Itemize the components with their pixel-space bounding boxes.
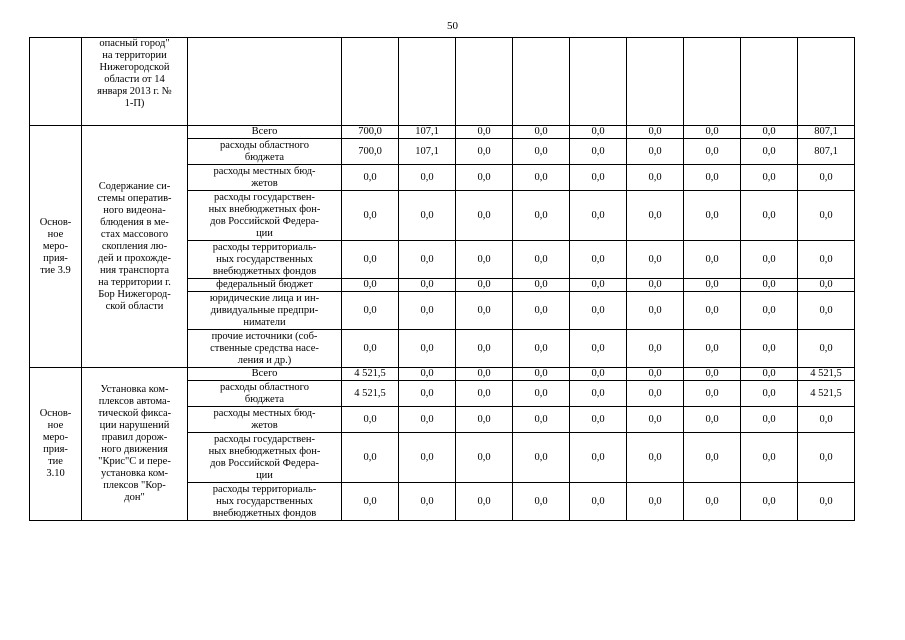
value-cell: 0,0 — [342, 241, 399, 279]
funding-source-cell — [188, 330, 342, 368]
value-cell: 0,0 — [342, 407, 399, 433]
value-cell — [684, 38, 741, 126]
value-cell: 0,0 — [456, 407, 513, 433]
value-cell: 0,0 — [342, 191, 399, 241]
value-cell: 0,0 — [456, 279, 513, 292]
value-cell: 0,0 — [456, 433, 513, 483]
text-line: января 2013 г. № — [97, 86, 172, 97]
text-line: бюджета — [244, 393, 285, 405]
value-cell: 807,1 — [798, 126, 855, 139]
value-cell: 4 521,5 — [342, 381, 399, 407]
text-line: федеральный бюджет — [216, 279, 313, 290]
value-cell: 0,0 — [684, 381, 741, 407]
value-cell: 0,0 — [684, 368, 741, 381]
value-cell: 0,0 — [798, 279, 855, 292]
funding-source-cell — [188, 165, 342, 191]
value-cell: 0,0 — [399, 381, 456, 407]
text-line: 1-П) — [124, 98, 145, 109]
description-cell — [82, 368, 188, 521]
value-cell: 4 521,5 — [798, 381, 855, 407]
text-line: внебюджетных фондов — [212, 507, 317, 519]
value-cell: 107,1 — [399, 126, 456, 139]
value-cell: 0,0 — [513, 279, 570, 292]
value-cell: 0,0 — [399, 433, 456, 483]
value-cell: 0,0 — [741, 126, 798, 139]
value-cell: 0,0 — [399, 241, 456, 279]
text-line: жетов — [251, 177, 278, 189]
value-cell: 0,0 — [627, 165, 684, 191]
text-line: расходы местных бюд- — [213, 165, 316, 177]
value-cell: 0,0 — [798, 330, 855, 368]
value-cell: 0,0 — [456, 241, 513, 279]
value-cell: 0,0 — [684, 407, 741, 433]
value-cell: 0,0 — [741, 241, 798, 279]
value-cell: 700,0 — [342, 126, 399, 139]
value-cell: 0,0 — [684, 191, 741, 241]
budget-table — [29, 37, 855, 521]
value-cell: 0,0 — [456, 330, 513, 368]
text-line: тие — [48, 456, 63, 467]
value-cell: 0,0 — [741, 483, 798, 521]
text-line: прия- — [43, 444, 68, 455]
value-cell: 0,0 — [399, 279, 456, 292]
value-cell: 0,0 — [798, 241, 855, 279]
value-cell: 0,0 — [342, 330, 399, 368]
value-cell: 0,0 — [456, 368, 513, 381]
value-cell: 0,0 — [399, 292, 456, 330]
value-cell: 0,0 — [513, 381, 570, 407]
text-line: ния транспорта — [100, 264, 169, 276]
text-line: 3.10 — [46, 468, 65, 479]
text-line: опасный город" — [99, 38, 170, 49]
value-cell: 0,0 — [741, 407, 798, 433]
value-cell: 0,0 — [456, 126, 513, 139]
text-line: ции — [256, 227, 273, 239]
value-cell: 0,0 — [741, 292, 798, 330]
value-cell: 0,0 — [399, 407, 456, 433]
text-line: меро- — [42, 240, 69, 252]
value-cell: 0,0 — [399, 191, 456, 241]
value-cell: 807,1 — [798, 139, 855, 165]
text-line: Всего — [251, 126, 278, 137]
text-line: расходы государствен- — [213, 191, 316, 203]
text-line: стах массового — [100, 228, 169, 240]
value-cell: 0,0 — [741, 368, 798, 381]
value-cell: 0,0 — [456, 191, 513, 241]
funding-source-cell — [188, 433, 342, 483]
value-cell: 0,0 — [456, 483, 513, 521]
text-line: ное — [47, 420, 64, 431]
activity-label-cell — [30, 368, 82, 521]
table-row — [30, 126, 855, 139]
text-line: ления и др.) — [237, 354, 292, 366]
text-line: ственные средства насе- — [210, 342, 319, 354]
value-cell: 0,0 — [399, 368, 456, 381]
text-line: дов Российской Федера- — [210, 215, 319, 227]
value-cell: 0,0 — [684, 241, 741, 279]
value-cell: 0,0 — [513, 330, 570, 368]
empty-cell — [30, 38, 82, 126]
funding-source-cell — [188, 241, 342, 279]
value-cell: 107,1 — [399, 139, 456, 165]
text-line: "Крис"С и пере- — [98, 456, 171, 467]
value-cell: 0,0 — [627, 139, 684, 165]
value-cell: 0,0 — [456, 292, 513, 330]
value-cell: 0,0 — [741, 139, 798, 165]
value-cell: 0,0 — [684, 126, 741, 139]
value-cell: 0,0 — [798, 483, 855, 521]
value-cell — [342, 38, 399, 126]
text-line: дивидуальные предпри- — [210, 304, 319, 316]
value-cell: 0,0 — [513, 407, 570, 433]
value-cell: 0,0 — [570, 433, 627, 483]
value-cell: 0,0 — [570, 330, 627, 368]
text-line: ное — [47, 228, 64, 240]
value-cell: 0,0 — [684, 330, 741, 368]
text-line: Нижегородской — [99, 62, 170, 73]
text-line: Основ- — [39, 216, 72, 228]
text-line: расходы областного — [220, 381, 309, 393]
value-cell: 0,0 — [741, 381, 798, 407]
text-line: скопления лю- — [101, 240, 168, 252]
text-line: меро- — [42, 432, 69, 443]
value-cell: 700,0 — [342, 139, 399, 165]
value-cell: 0,0 — [684, 292, 741, 330]
value-cell: 0,0 — [627, 483, 684, 521]
text-line: ниматели — [243, 316, 286, 328]
text-line: расходы областного — [220, 139, 309, 151]
description-cell — [82, 126, 188, 368]
value-cell: 0,0 — [513, 139, 570, 165]
value-cell: 0,0 — [684, 483, 741, 521]
value-cell: 0,0 — [627, 191, 684, 241]
value-cell: 0,0 — [627, 433, 684, 483]
value-cell: 0,0 — [627, 126, 684, 139]
value-cell: 0,0 — [627, 279, 684, 292]
page-number: 50 — [447, 20, 458, 32]
text-line: Бор Нижегород- — [98, 288, 171, 300]
empty-cell — [188, 38, 342, 126]
value-cell: 0,0 — [798, 191, 855, 241]
value-cell: 0,0 — [627, 292, 684, 330]
value-cell: 0,0 — [513, 433, 570, 483]
value-cell: 0,0 — [342, 483, 399, 521]
value-cell: 0,0 — [570, 483, 627, 521]
text-line: на территории г. — [98, 276, 171, 288]
value-cell: 0,0 — [798, 433, 855, 483]
value-cell — [627, 38, 684, 126]
text-line: плексов "Кор- — [103, 480, 166, 491]
funding-source-cell — [188, 191, 342, 241]
funding-source-cell — [188, 279, 342, 292]
text-line: установка ком- — [100, 468, 169, 479]
value-cell: 0,0 — [684, 433, 741, 483]
text-line: расходы территориаль- — [212, 241, 317, 253]
text-line: стемы оператив- — [97, 192, 172, 204]
value-cell: 0,0 — [741, 279, 798, 292]
text-line: юридические лица и ин- — [209, 292, 320, 304]
text-line: на территории — [102, 50, 167, 61]
value-cell: 0,0 — [627, 381, 684, 407]
text-line: ской области — [105, 300, 164, 312]
text-line: расходы местных бюд- — [213, 407, 316, 419]
text-line: тической фикса- — [97, 408, 172, 419]
value-cell: 0,0 — [798, 165, 855, 191]
text-line: расходы территориаль- — [212, 483, 317, 495]
text-line: дей и прохожде- — [98, 252, 171, 264]
value-cell: 0,0 — [399, 330, 456, 368]
text-line: тие 3.9 — [40, 264, 71, 276]
funding-source-cell — [188, 126, 342, 139]
text-line: прия- — [43, 252, 68, 264]
value-cell: 0,0 — [456, 381, 513, 407]
value-cell: 0,0 — [684, 165, 741, 191]
text-line: плексов автома- — [98, 396, 171, 407]
value-cell: 0,0 — [570, 368, 627, 381]
text-line: ных внебюджетных фон- — [208, 203, 321, 215]
funding-source-cell — [188, 381, 342, 407]
activity-label-cell — [30, 126, 82, 368]
value-cell: 0,0 — [798, 407, 855, 433]
table-row — [30, 38, 855, 126]
text-line: дов Российской Федера- — [210, 457, 319, 469]
text-line: внебюджетных фондов — [212, 265, 317, 277]
text-line: ции — [256, 469, 273, 481]
value-cell: 0,0 — [741, 165, 798, 191]
value-cell: 0,0 — [741, 433, 798, 483]
text-line: ции нарушений — [99, 420, 170, 431]
value-cell: 0,0 — [570, 279, 627, 292]
value-cell — [741, 38, 798, 126]
value-cell: 0,0 — [513, 483, 570, 521]
text-line: прочие источники (соб- — [211, 330, 318, 342]
value-cell: 0,0 — [570, 292, 627, 330]
value-cell: 0,0 — [798, 292, 855, 330]
text-line: Основ- — [39, 408, 72, 419]
value-cell: 0,0 — [627, 330, 684, 368]
value-cell — [798, 38, 855, 126]
value-cell: 0,0 — [741, 330, 798, 368]
funding-source-cell — [188, 483, 342, 521]
value-cell: 0,0 — [342, 292, 399, 330]
value-cell: 0,0 — [570, 139, 627, 165]
value-cell — [570, 38, 627, 126]
description-cell — [82, 38, 188, 126]
value-cell: 0,0 — [570, 191, 627, 241]
value-cell: 0,0 — [627, 368, 684, 381]
value-cell: 0,0 — [513, 368, 570, 381]
value-cell: 0,0 — [627, 407, 684, 433]
table-row — [30, 368, 855, 381]
text-line: ных внебюджетных фон- — [208, 445, 321, 457]
value-cell: 0,0 — [513, 191, 570, 241]
text-line: расходы государствен- — [213, 433, 316, 445]
value-cell: 0,0 — [513, 292, 570, 330]
value-cell: 0,0 — [627, 241, 684, 279]
value-cell: 0,0 — [570, 407, 627, 433]
funding-source-cell — [188, 139, 342, 165]
value-cell: 4 521,5 — [342, 368, 399, 381]
value-cell: 0,0 — [513, 126, 570, 139]
value-cell: 0,0 — [570, 165, 627, 191]
text-line: блюдения в ме- — [100, 216, 169, 228]
funding-source-cell — [188, 407, 342, 433]
value-cell: 4 521,5 — [798, 368, 855, 381]
value-cell: 0,0 — [513, 165, 570, 191]
text-line: Всего — [251, 368, 278, 379]
text-line: дон" — [124, 492, 145, 503]
value-cell: 0,0 — [570, 381, 627, 407]
text-line: области от 14 — [104, 74, 165, 85]
value-cell: 0,0 — [342, 433, 399, 483]
text-line: ных государственных — [216, 253, 313, 265]
text-line: правил дорож- — [101, 432, 168, 443]
value-cell: 0,0 — [399, 165, 456, 191]
value-cell — [456, 38, 513, 126]
text-line: ного движения — [101, 444, 168, 455]
table-body — [30, 38, 855, 521]
value-cell: 0,0 — [741, 191, 798, 241]
text-line: ного видеона- — [103, 204, 166, 216]
text-line: ных государственных — [216, 495, 313, 507]
value-cell: 0,0 — [342, 165, 399, 191]
value-cell: 0,0 — [456, 165, 513, 191]
value-cell: 0,0 — [570, 126, 627, 139]
value-cell: 0,0 — [513, 241, 570, 279]
value-cell: 0,0 — [684, 279, 741, 292]
value-cell — [513, 38, 570, 126]
value-cell: 0,0 — [570, 241, 627, 279]
value-cell: 0,0 — [684, 139, 741, 165]
text-line: Содержание си- — [98, 180, 171, 192]
text-line: Установка ком- — [100, 384, 169, 395]
value-cell: 0,0 — [399, 483, 456, 521]
text-line: бюджета — [244, 151, 285, 163]
value-cell — [399, 38, 456, 126]
text-line: жетов — [251, 419, 278, 431]
funding-source-cell — [188, 292, 342, 330]
value-cell: 0,0 — [456, 139, 513, 165]
funding-source-cell — [188, 368, 342, 381]
value-cell: 0,0 — [342, 279, 399, 292]
